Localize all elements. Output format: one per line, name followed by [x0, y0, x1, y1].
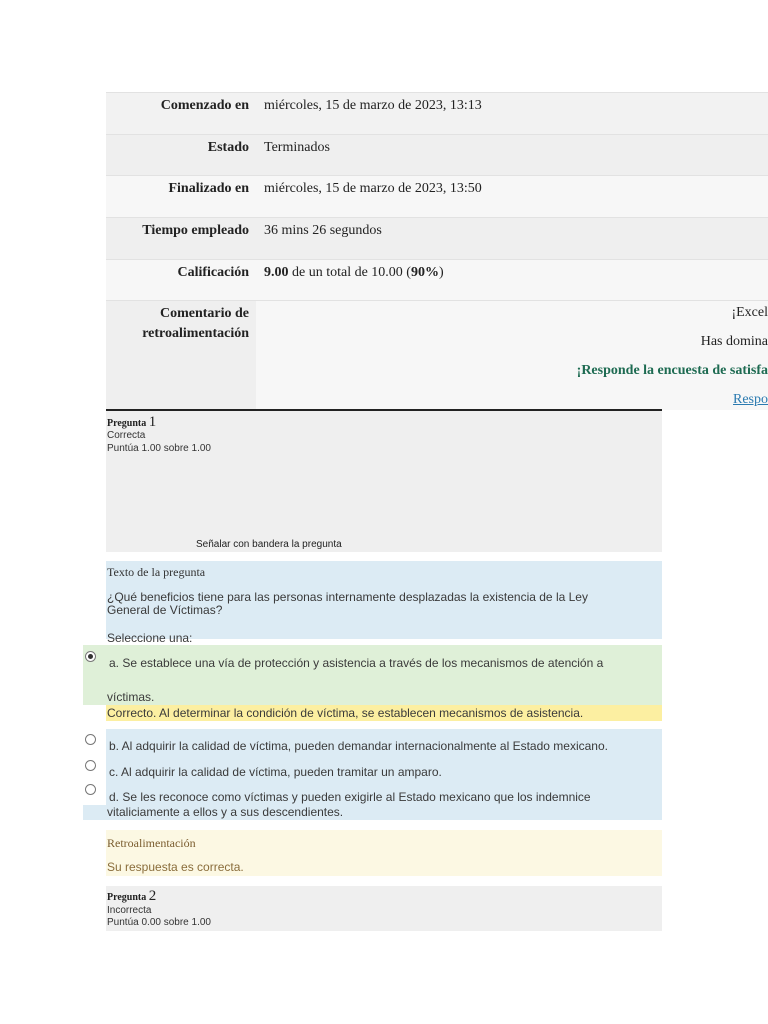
retro-text: Su respuesta es correcta.	[107, 860, 244, 874]
grade-score: 9.00	[264, 265, 289, 280]
summary-row-feedback	[106, 300, 768, 410]
option-a-line-2: víctimas.	[107, 690, 155, 704]
question-1-text-box	[106, 561, 662, 645]
question-2-score: Puntúa 0.00 sobre 1.00	[107, 917, 211, 928]
general-feedback-box	[106, 830, 662, 876]
grade-value	[264, 263, 444, 283]
option-b-radio[interactable]	[85, 734, 96, 745]
grade-percent: 90%	[410, 265, 439, 280]
question-text-line-2: General de Víctimas?	[107, 603, 223, 617]
grade-mid: de un total de 10.00 (	[288, 265, 411, 280]
state-value: Terminados	[264, 140, 330, 155]
started-value: miércoles, 15 de marzo de 2023, 13:13	[264, 98, 482, 113]
feedback-line-1: ¡Excel	[731, 305, 768, 320]
question-2-number: Pregunta 2	[107, 888, 157, 904]
finished-label: Finalizado en	[168, 181, 249, 196]
option-d-line-2[interactable]: vitaliciamente a ellos y a sus descendientes.	[107, 805, 344, 819]
select-one-label: Seleccione una:	[107, 631, 193, 645]
question-1-score: Puntúa 1.00 sobre 1.00	[107, 443, 211, 454]
other-options	[83, 729, 662, 820]
retro-heading: Retroalimentación	[107, 836, 196, 850]
question-2-status: Incorrecta	[107, 905, 152, 916]
summary-row-finished	[106, 175, 768, 218]
option-c-text[interactable]: c. Al adquirir la calidad de víctima, pueden tramitar un amparo.	[109, 765, 442, 779]
question-1-info	[106, 409, 662, 552]
option-a-feedback: Correcto. Al determinar la condición de víctima, se establecen mecanismos de asistencia.	[106, 705, 662, 721]
feedback-line-2: Has domina	[700, 334, 768, 349]
option-d-line-1[interactable]: d. Se les reconoce como víctimas y pueden exigirle al Estado mexicano que los indemnice	[109, 790, 591, 804]
flag-question-link[interactable]: Señalar con bandera la pregunta	[196, 539, 342, 550]
feedback-survey-link[interactable]: Respo	[733, 392, 768, 407]
option-a[interactable]	[83, 645, 662, 705]
summary-row-time	[106, 217, 768, 260]
grade-label: Calificación	[177, 265, 249, 280]
question-1-status: Correcta	[107, 430, 146, 441]
option-b-text[interactable]: b. Al adquirir la calidad de víctima, pueden demandar internacionalmente al Estado mexicano.	[109, 739, 608, 753]
finished-value: miércoles, 15 de marzo de 2023, 13:50	[264, 181, 482, 196]
summary-row-grade	[106, 259, 768, 301]
feedback-label: Comentario de retroalimentación	[142, 306, 249, 341]
question-text-heading: Texto de la pregunta	[107, 565, 206, 579]
question-2-info	[106, 886, 662, 931]
time-value: 36 mins 26 segundos	[264, 223, 382, 238]
summary-row-started	[106, 92, 768, 135]
time-label: Tiempo empleado	[142, 223, 249, 238]
option-c-radio[interactable]	[85, 760, 96, 771]
option-a-radio[interactable]	[85, 651, 96, 662]
option-a-line-1: a. Se establece una vía de protección y asistencia a través de los mecanismos de atención a	[109, 656, 604, 670]
question-text-line-1: ¿Qué beneficios tiene para las personas internamente desplazadas la existencia de la Ley	[107, 590, 588, 604]
feedback-survey-prompt: ¡Responde la encuesta de satisfa	[576, 363, 768, 378]
summary-row-state	[106, 134, 768, 176]
started-label: Comenzado en	[160, 98, 249, 113]
question-1-number: Pregunta 1	[107, 414, 157, 430]
option-d-radio[interactable]	[85, 784, 96, 795]
grade-end: )	[438, 265, 444, 280]
state-label: Estado	[207, 140, 249, 155]
